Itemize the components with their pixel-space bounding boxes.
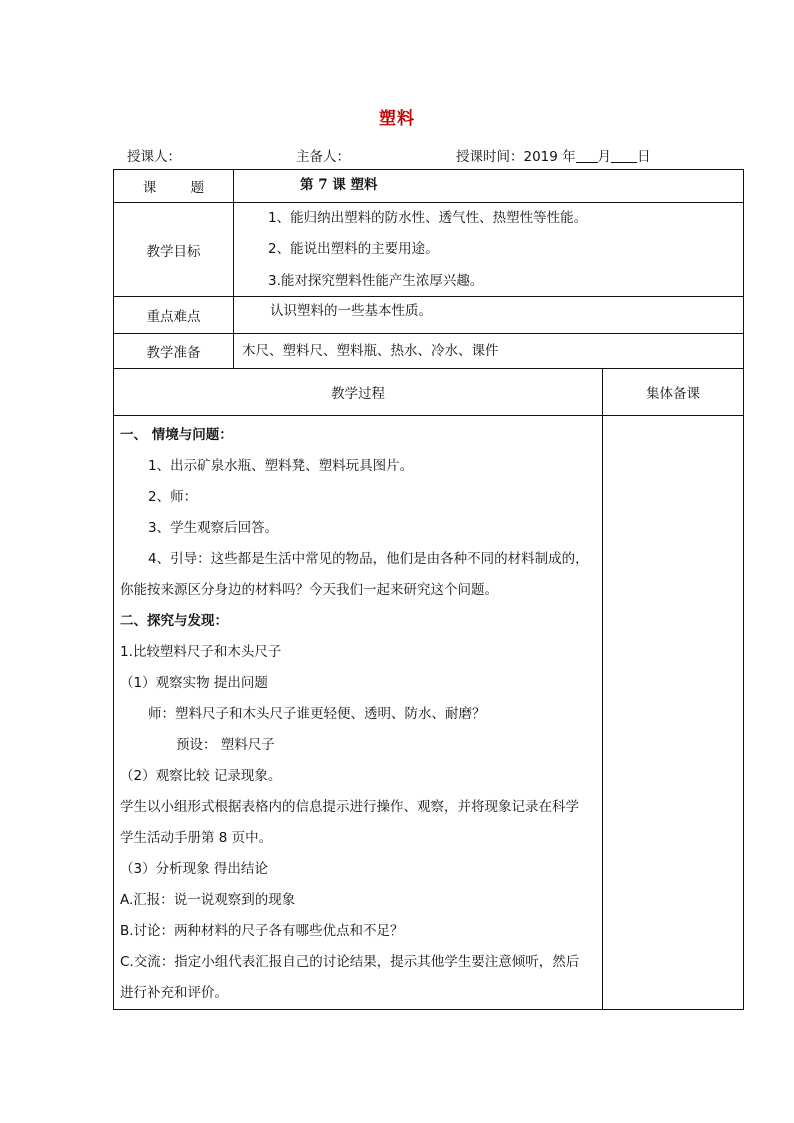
- process-header: 教学过程: [331, 386, 385, 402]
- process-line: 二、探究与发现：: [120, 613, 228, 629]
- group-notes-cell: [603, 416, 744, 1010]
- key-label-cell: [114, 297, 234, 334]
- process-line: 3、学生观察后回答。: [148, 520, 279, 536]
- process-line: 预设： 塑料尺子: [176, 737, 275, 753]
- process-line: 进行补充和评价。: [120, 985, 228, 1001]
- prep-label: 教学准备: [146, 345, 201, 361]
- topic-value: 第 7 课 塑料: [300, 177, 378, 193]
- process-line: （1）观察实物 提出问题: [120, 675, 268, 691]
- lesson-time: [456, 145, 651, 165]
- goals-cell: [234, 203, 744, 297]
- process-line: 1.比较塑料尺子和木头尺子: [120, 644, 282, 660]
- goals-label: 教学目标: [146, 243, 201, 260]
- process-line: 你能按来源区分身边的材料吗？今天我们一起来研究这个问题。: [120, 582, 498, 598]
- process-line: 1、出示矿泉水瓶、塑料凳、塑料玩具图片。: [148, 458, 414, 474]
- process-line: 2、师：: [148, 489, 198, 505]
- prep-value: 木尺、塑料尺、塑料瓶、热水、冷水、课件: [242, 343, 499, 359]
- prep-value-cell: [234, 334, 744, 369]
- lesson-time-label: 授课时间：2019 年: [456, 149, 576, 165]
- process-line: C.交流：指定小组代表汇报自己的讨论结果，提示其他学生要注意倾听，然后: [120, 954, 580, 970]
- goals-label-cell: [114, 203, 234, 297]
- key-value: 认识塑料的一些基本性质。: [270, 303, 432, 319]
- day-blank: [611, 148, 637, 163]
- topic-label-cell: [114, 170, 234, 203]
- key-label: 重点难点: [146, 309, 201, 325]
- lesson-plan-table: [113, 169, 744, 1010]
- process-line: B.讨论：两种材料的尺子各有哪些优点和不足？: [120, 923, 404, 939]
- key-value-cell: [234, 297, 744, 334]
- goal-item: 3.能对探究塑料性能产生浓厚兴趣。: [268, 273, 484, 289]
- topic-label: 课 题: [142, 180, 205, 196]
- goal-item: 2、能说出塑料的主要用途。: [268, 241, 439, 257]
- month-blank: [576, 148, 598, 163]
- process-line: A.汇报：说一说观察到的现象: [120, 892, 296, 908]
- day-label: 日: [637, 149, 651, 165]
- preparer-label: 主备人：: [296, 149, 350, 165]
- process-line: 4、引导：这些都是生活中常见的物品，他们是由各种不同的材料制成的，: [148, 551, 589, 567]
- process-header-cell: [114, 369, 603, 416]
- group-header: 集体备课: [646, 386, 700, 402]
- page-title: 塑料: [379, 109, 415, 129]
- topic-value-cell: [234, 170, 744, 203]
- teacher-label: 授课人：: [127, 149, 181, 165]
- goal-item: 1、能归纳出塑料的防水性、透气性、热塑性等性能。: [268, 210, 588, 226]
- process-body-cell: [114, 416, 603, 1010]
- prep-label-cell: [114, 334, 234, 369]
- group-header-cell: [603, 369, 744, 416]
- process-line: 一、 情境与问题：: [120, 427, 233, 443]
- process-line: 师：塑料尺子和木头尺子谁更轻便、透明、防水、耐磨？: [148, 706, 486, 722]
- month-label: 月: [597, 149, 612, 165]
- process-line: （3）分析现象 得出结论: [120, 861, 268, 877]
- process-line: （2）观察比较 记录现象。: [120, 768, 282, 784]
- process-line: 学生活动手册第 8 页中。: [120, 830, 273, 846]
- process-line: 学生以小组形式根据表格内的信息提示进行操作、观察，并将现象记录在科学: [120, 799, 579, 815]
